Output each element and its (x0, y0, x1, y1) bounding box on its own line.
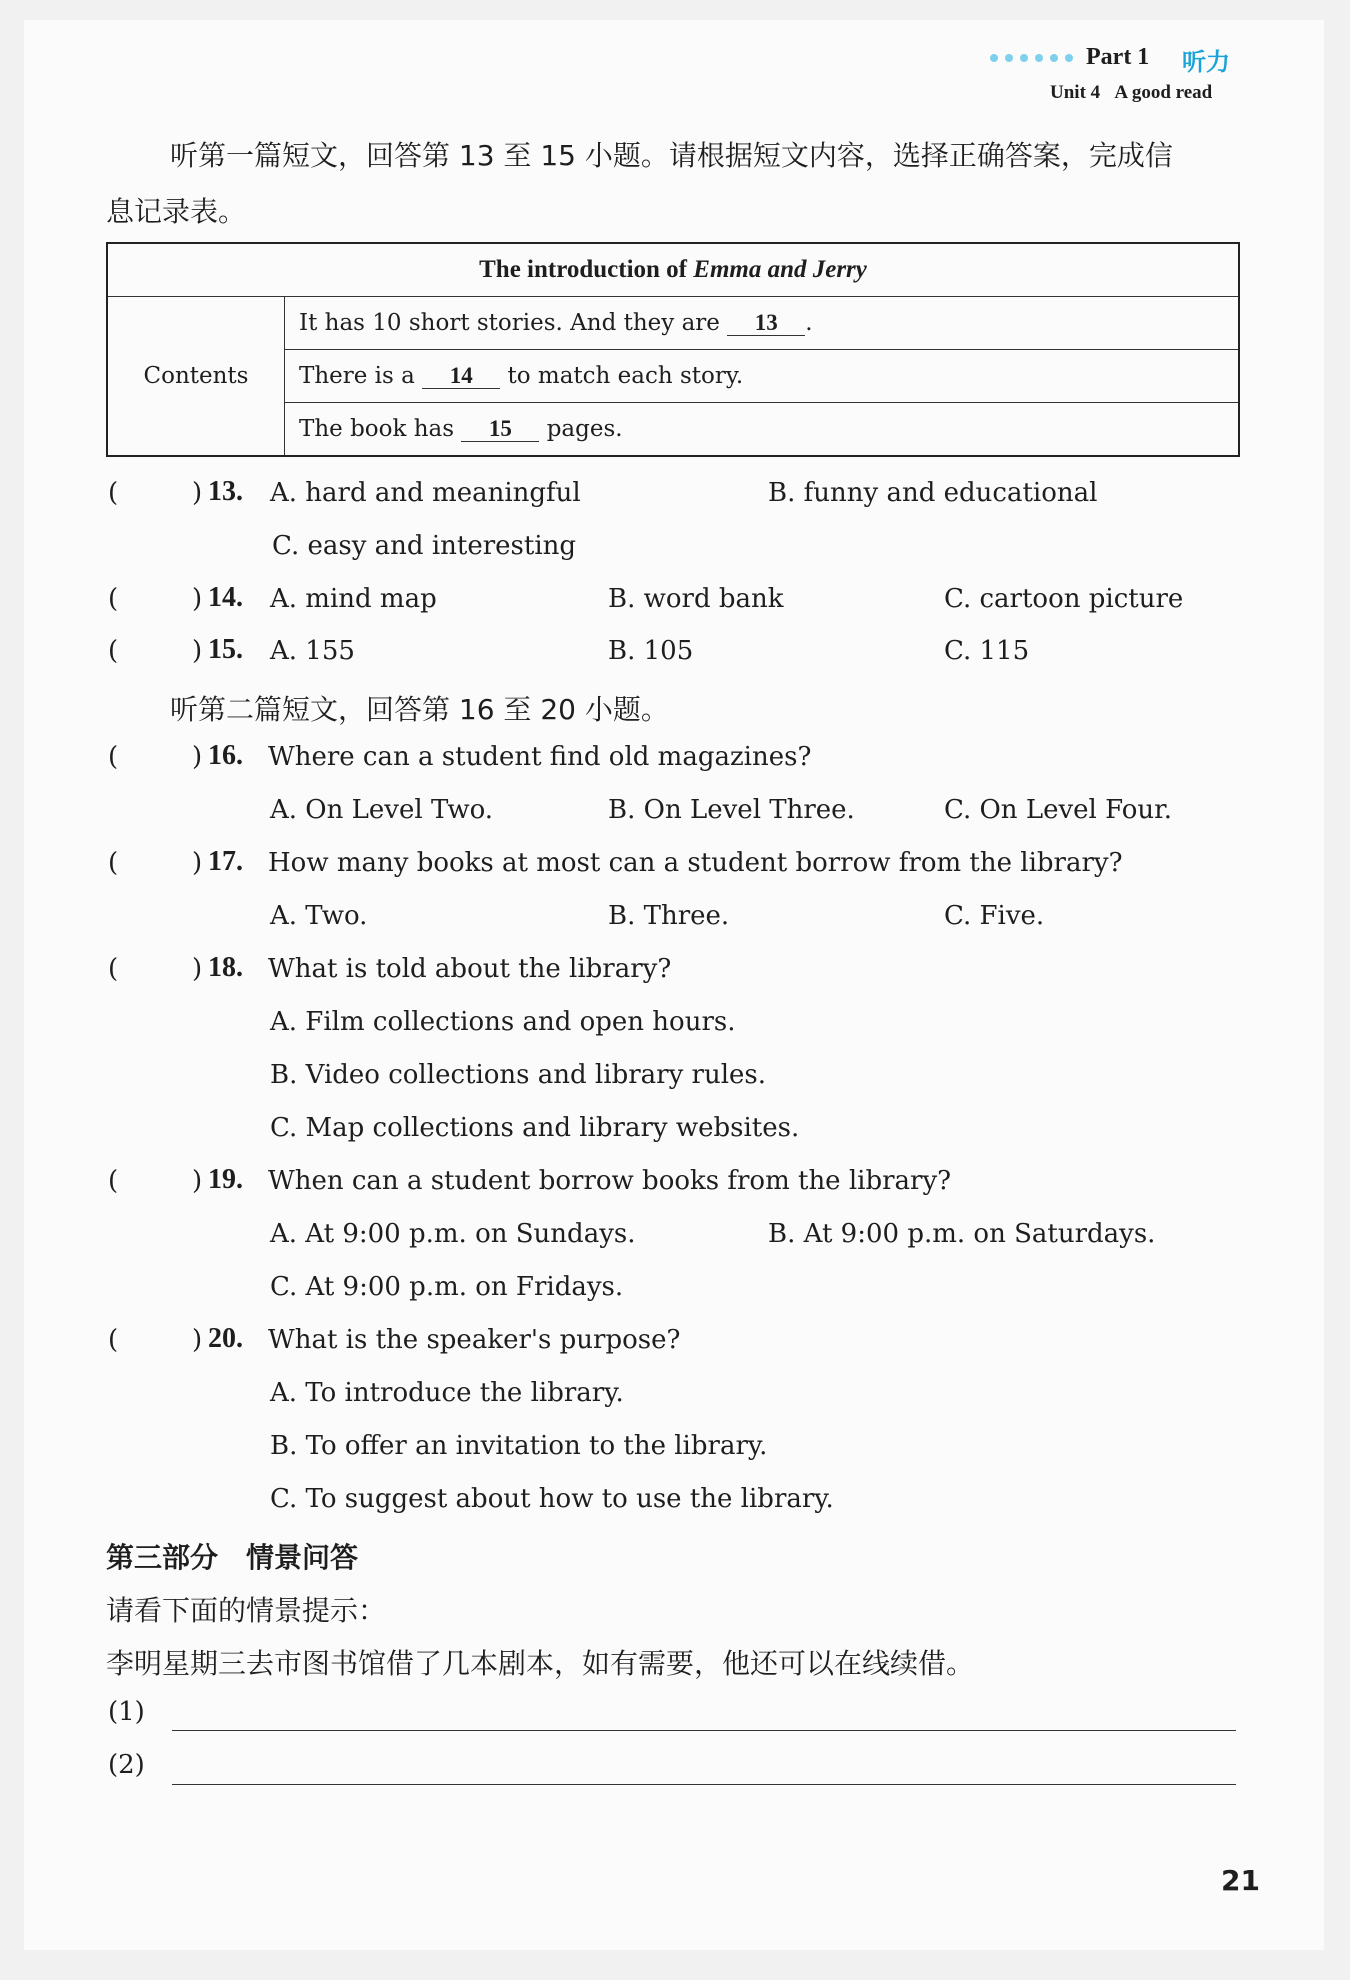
question-number: 15. (208, 634, 243, 665)
answer-paren-open[interactable]: ( (108, 636, 119, 666)
table-row-15: The book has 15 pages. (285, 403, 1240, 457)
answer-paren-open[interactable]: ( (108, 954, 119, 984)
option-c: C. On Level Four. (944, 795, 1172, 825)
question-stem: Where can a student find old magazines? (268, 742, 812, 772)
option-b: B. word bank (608, 584, 784, 614)
answer-paren-open[interactable]: ( (108, 1325, 119, 1355)
question-number: 19. (208, 1164, 243, 1195)
decorative-dots (990, 54, 1073, 62)
part3-prompt: 请看下面的情景提示： (106, 1594, 387, 1627)
question-stem: What is the speaker's purpose? (268, 1325, 681, 1355)
page-number: 21 (1221, 1864, 1260, 1897)
answer-paren-open[interactable]: ( (108, 848, 119, 878)
section-label: 听力 (1182, 48, 1230, 76)
option-c: C. At 9:00 p.m. on Fridays. (270, 1272, 624, 1302)
answer-line-1[interactable] (172, 1730, 1236, 1731)
option-b: B. To offer an invitation to the library. (270, 1431, 768, 1461)
option-b: B. On Level Three. (608, 795, 855, 825)
info-record-table (106, 242, 1240, 457)
option-a: A. On Level Two. (270, 795, 494, 825)
option-a: A. mind map (270, 584, 437, 614)
answer-paren-close: ) (192, 848, 203, 878)
instruction-line-2: 息记录表。 (106, 195, 247, 228)
option-c: C. Five. (944, 901, 1045, 931)
option-b: B. At 9:00 p.m. on Saturdays. (768, 1219, 1156, 1249)
blank-14: 14 (422, 363, 500, 389)
answer-paren-close: ) (192, 1166, 203, 1196)
answer-paren-close: ) (192, 954, 203, 984)
blank-15: 15 (461, 416, 539, 442)
option-c: C. 115 (944, 636, 1030, 666)
answer-line-2[interactable] (172, 1784, 1236, 1785)
question-stem: What is told about the library? (268, 954, 672, 984)
blank-13: 13 (727, 310, 805, 336)
table-title: The introduction of Emma and Jerry (107, 243, 1239, 297)
unit-label: Unit 4 A good read (1050, 82, 1213, 103)
option-c: C. easy and interesting (272, 531, 577, 561)
question-number: 13. (208, 476, 243, 507)
question-stem: When can a student borrow books from the library? (268, 1166, 952, 1196)
option-a: A. To introduce the library. (270, 1378, 624, 1408)
answer-paren-close: ) (192, 742, 203, 772)
option-c: C. cartoon picture (944, 584, 1184, 614)
answer-paren-open[interactable]: ( (108, 478, 119, 508)
answer-label-2: (2) (108, 1750, 145, 1780)
answer-label-1: (1) (108, 1697, 145, 1727)
answer-paren-close: ) (192, 636, 203, 666)
option-b: B. Video collections and library rules. (270, 1060, 767, 1090)
answer-paren-close: ) (192, 584, 203, 614)
answer-paren-close: ) (192, 478, 203, 508)
option-a: A. At 9:00 p.m. on Sundays. (270, 1219, 636, 1249)
instruction-line-1: 听第一篇短文，回答第 13 至 15 小题。请根据短文内容，选择正确答案，完成信 (170, 139, 1173, 172)
question-stem: How many books at most can a student borrow from the library? (268, 848, 1123, 878)
option-b: B. funny and educational (768, 478, 1098, 508)
question-number: 16. (208, 740, 243, 771)
part3-heading: 第三部分 情景问答 (106, 1541, 359, 1574)
instruction-2: 听第二篇短文，回答第 16 至 20 小题。 (170, 693, 669, 726)
option-c: C. Map collections and library websites. (270, 1113, 800, 1143)
row-label: Contents (107, 297, 285, 457)
question-number: 18. (208, 952, 243, 983)
option-c: C. To suggest about how to use the library. (270, 1484, 834, 1514)
part-label: Part 1 (1086, 44, 1150, 70)
option-a: A. 155 (270, 636, 355, 666)
option-a: A. hard and meaningful (270, 478, 581, 508)
table-row-13: It has 10 short stories. And they are 13 . (285, 297, 1240, 350)
question-number: 14. (208, 582, 243, 613)
option-b: B. Three. (608, 901, 730, 931)
option-a: A. Film collections and open hours. (270, 1007, 736, 1037)
table-row-14: There is a 14 to match each story. (285, 350, 1240, 403)
option-a: A. Two. (270, 901, 368, 931)
answer-paren-open[interactable]: ( (108, 1166, 119, 1196)
question-number: 20. (208, 1323, 243, 1354)
answer-paren-open[interactable]: ( (108, 584, 119, 614)
answer-paren-close: ) (192, 1325, 203, 1355)
answer-paren-open[interactable]: ( (108, 742, 119, 772)
option-b: B. 105 (608, 636, 694, 666)
part3-scenario: 李明星期三去市图书馆借了几本剧本，如有需要，他还可以在线续借。 (106, 1647, 975, 1680)
question-number: 17. (208, 846, 243, 877)
